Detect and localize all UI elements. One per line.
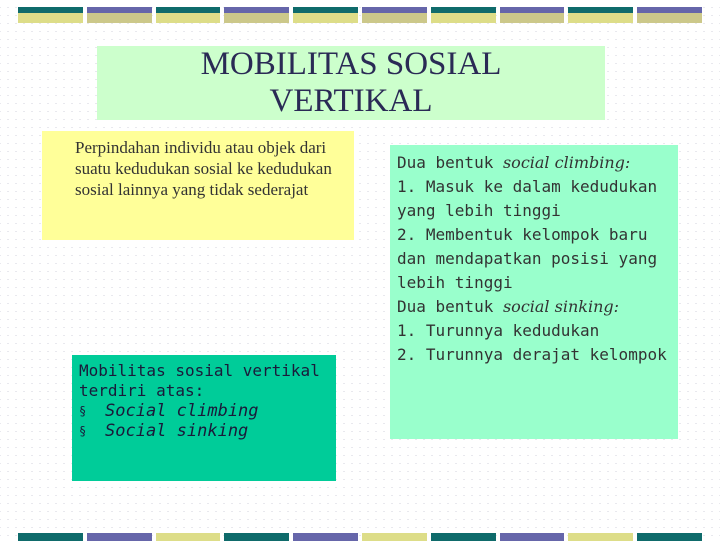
sinking-item-2: 2. Turunnya derajat kelompok <box>397 345 667 364</box>
climbing-item-2: 2. Membentuk kelompok baru dan mendapatkan posisi yang lebih tinggi <box>397 225 658 292</box>
definition-box <box>42 131 354 240</box>
decor-segment <box>293 7 358 23</box>
decor-segment <box>500 7 565 23</box>
type-social-climbing: Social climbing <box>105 401 259 421</box>
definition-text: Perpindahan individu atau objek dari suatu kedudukan sosial ke kedudukan sosial lainnya yang tidak sederajat <box>75 138 332 199</box>
sinking-intro: Dua bentuk <box>397 297 503 316</box>
title-line-2: VERTIKAL <box>269 83 433 119</box>
slide-title <box>97 46 605 120</box>
sinking-item-1: 1. Turunnya kedudukan <box>397 321 600 340</box>
decor-segment <box>224 7 289 23</box>
decor-segment <box>18 7 83 23</box>
climbing-term: social climbing: <box>502 153 631 172</box>
list-item <box>79 401 336 421</box>
decor-segment <box>637 7 702 23</box>
list-item <box>79 421 336 441</box>
types-box <box>72 355 336 481</box>
forms-box <box>390 145 678 439</box>
climbing-item-1: 1. Masuk ke dalam kedudukan yang lebih tinggi <box>397 177 658 220</box>
climbing-intro: Dua bentuk <box>397 153 503 172</box>
types-intro: Mobilitas sosial vertikal terdiri atas: <box>79 361 320 400</box>
bullet-icon: § <box>79 424 87 438</box>
decor-segment <box>431 7 496 23</box>
sinking-term: social sinking: <box>502 297 620 316</box>
decor-segment <box>156 7 221 23</box>
title-line-1: MOBILITAS SOSIAL <box>200 46 502 82</box>
decor-segment <box>568 7 633 23</box>
decor-segment <box>87 7 152 23</box>
climbing-heading <box>397 151 678 175</box>
bullet-icon: § <box>79 404 87 418</box>
decor-segment <box>362 7 427 23</box>
top-decor-bar <box>18 7 702 23</box>
sinking-heading <box>397 295 678 319</box>
type-social-sinking: Social sinking <box>105 421 249 441</box>
